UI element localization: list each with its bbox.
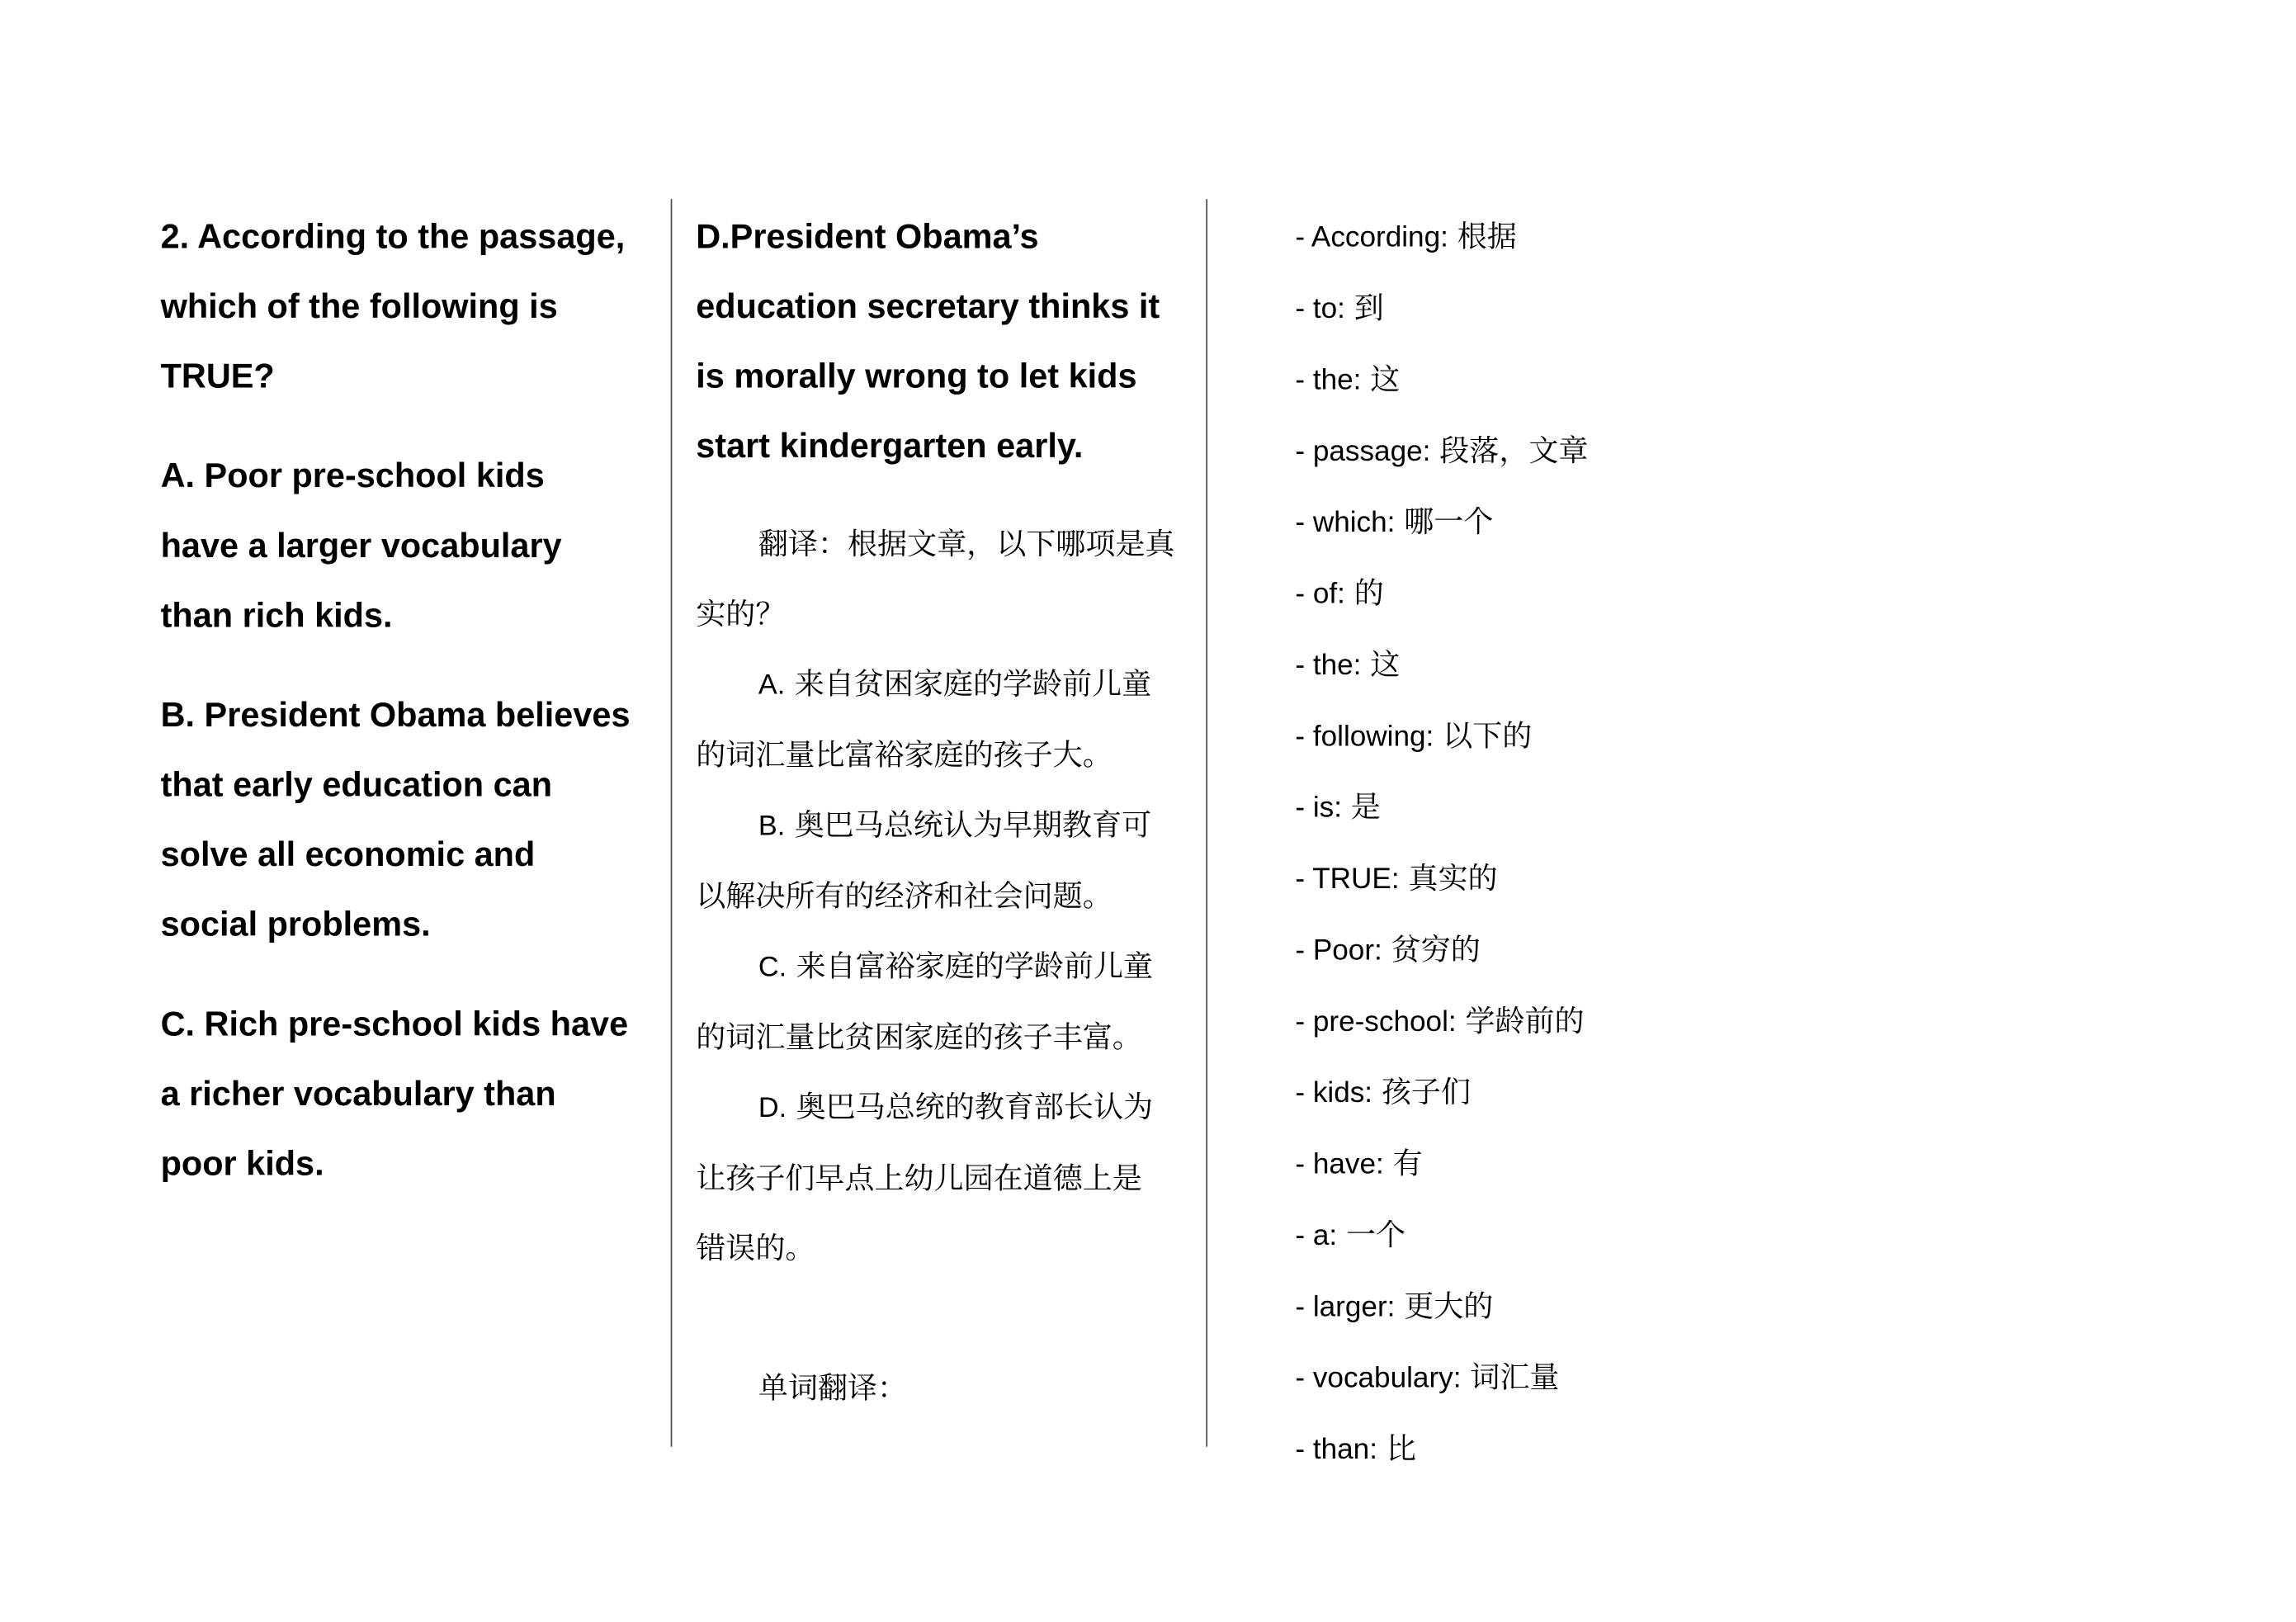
translation-option-c-cont: 的词汇量比贫困家庭的孩子丰富。 <box>696 1019 1142 1055</box>
translation-option-d <box>696 1072 1202 1143</box>
question-column <box>161 202 667 1199</box>
vocabulary-chinese: 段落，文章 <box>1439 432 1589 468</box>
option-b-line: that early education can <box>160 764 553 804</box>
vocabulary-chinese: 这 <box>1370 645 1401 682</box>
option-a-line: than rich kids. <box>160 595 393 635</box>
vocabulary-item <box>1295 416 1890 487</box>
vocabulary-english: - the: <box>1295 649 1362 682</box>
option-c-line: a richer vocabulary than <box>160 1074 556 1113</box>
option-b-line: social problems. <box>160 904 431 943</box>
option-c-line: poor kids. <box>160 1143 324 1183</box>
vocabulary-chinese: 贫穷的 <box>1391 931 1481 967</box>
vocabulary-english: - TRUE: <box>1295 863 1400 896</box>
translation-option-b-label: B. <box>758 811 786 843</box>
vocabulary-chinese: 到 <box>1354 289 1384 326</box>
vocabulary-item <box>1295 1343 1890 1414</box>
vocabulary-english: - vocabulary: <box>1295 1362 1462 1395</box>
option-a-line: have a larger vocabulary <box>160 526 562 565</box>
vocabulary-english: - is: <box>1295 792 1342 825</box>
translation-option-b-text: 奥巴马总统认为早期教育可 <box>794 806 1152 843</box>
option-d-line: D.President Obama’s <box>696 216 1039 256</box>
vocabulary-item <box>1295 1057 1890 1128</box>
vocabulary-english: - to: <box>1295 292 1345 326</box>
vocabulary-english: - following: <box>1295 720 1434 754</box>
word-translation-heading: 单词翻译： <box>758 1369 908 1406</box>
translation-option-d-text: 奥巴马总统的教育部长认为 <box>796 1089 1154 1125</box>
translation-option-d-cont: 让孩子们早点上幼儿园在道德上是 <box>696 1160 1142 1196</box>
vocabulary-item <box>1295 344 1890 415</box>
vocabulary-chinese: 真实的 <box>1408 859 1498 896</box>
translation-option-b <box>696 790 1202 861</box>
vocabulary-item <box>1295 1271 1890 1342</box>
option-c-line: C. Rich pre-school kids have <box>160 1004 629 1043</box>
vocabulary-english: - Poor: <box>1295 934 1382 967</box>
vocabulary-chinese: 更大的 <box>1404 1288 1494 1324</box>
option-a <box>161 441 667 650</box>
vocabulary-chinese: 这 <box>1370 361 1401 397</box>
vocabulary-english: - than: <box>1295 1433 1378 1467</box>
vocabulary-english: - of: <box>1295 578 1345 611</box>
translation-option-d-cont: 错误的。 <box>696 1229 815 1266</box>
vocabulary-english: - According: <box>1295 221 1448 254</box>
column-divider-right <box>1206 199 1207 1447</box>
option-b <box>161 680 667 959</box>
vocabulary-item <box>1295 773 1890 844</box>
option-b-line: B. President Obama believes <box>160 695 631 734</box>
vocabulary-chinese: 有 <box>1392 1145 1423 1181</box>
question-stem-line: which of the following is <box>160 286 558 326</box>
translation-option-a-text: 来自贫困家庭的学龄前儿童 <box>794 665 1152 702</box>
vocabulary-chinese: 词汇量 <box>1470 1359 1560 1395</box>
option-d-line: is morally wrong to let kids <box>696 356 1137 395</box>
translation-column <box>696 202 1202 1423</box>
translation-stem-line: 翻译：根据文章，以下哪项是真 <box>758 526 1175 562</box>
vocabulary-item <box>1295 844 1890 915</box>
column-divider-left <box>671 199 673 1447</box>
vocabulary-english: - a: <box>1295 1219 1338 1252</box>
vocabulary-english: - larger: <box>1295 1290 1396 1324</box>
question-stem-line: 2. According to the passage, <box>160 216 626 256</box>
vocabulary-chinese: 是 <box>1350 788 1381 825</box>
option-d-line: start kindergarten early. <box>696 426 1084 466</box>
vocabulary-english: - passage: <box>1295 435 1431 468</box>
vocabulary-english: - the: <box>1295 363 1362 397</box>
option-c <box>161 989 667 1199</box>
vocabulary-item <box>1295 915 1890 986</box>
vocabulary-chinese: 的 <box>1354 575 1384 611</box>
vocabulary-english: - kids: <box>1295 1076 1373 1110</box>
vocabulary-item <box>1295 1129 1890 1200</box>
vocabulary-english: - which: <box>1295 506 1396 540</box>
option-d <box>696 202 1202 481</box>
option-b-line: solve all economic and <box>160 835 536 874</box>
vocabulary-item <box>1295 202 1890 273</box>
vocabulary-item <box>1295 559 1890 630</box>
vocabulary-item <box>1295 273 1890 344</box>
translation-option-a-cont: 的词汇量比富裕家庭的孩子大。 <box>696 736 1113 773</box>
vocabulary-english: - have: <box>1295 1148 1384 1181</box>
vocabulary-chinese: 孩子们 <box>1381 1074 1472 1110</box>
vocabulary-chinese: 根据 <box>1457 218 1517 254</box>
vocabulary-item <box>1295 1414 1890 1485</box>
vocabulary-item <box>1295 701 1890 772</box>
question-stem-line: TRUE? <box>160 356 275 395</box>
vocabulary-chinese: 比 <box>1386 1430 1416 1467</box>
translation-option-d-label: D. <box>758 1093 787 1125</box>
translation-option-c-label: C. <box>758 952 787 984</box>
option-d-line: education secretary thinks it <box>696 286 1160 326</box>
translation-option-a-label: A. <box>758 669 786 702</box>
vocabulary-chinese: 以下的 <box>1443 717 1533 754</box>
vocabulary-item <box>1295 487 1890 558</box>
vocabulary-item <box>1295 1200 1890 1271</box>
translation-option-c <box>696 931 1202 1002</box>
vocabulary-chinese: 哪一个 <box>1404 504 1494 540</box>
translation-option-b-cont: 以解决所有的经济和社会问题。 <box>696 877 1113 914</box>
vocabulary-item <box>1295 986 1890 1057</box>
translation-stem-line: 实的？ <box>696 595 786 631</box>
question-stem <box>161 202 667 412</box>
vocabulary-list <box>1295 202 1890 1486</box>
option-a-line: A. Poor pre-school kids <box>160 456 545 495</box>
chinese-translation <box>696 509 1202 1284</box>
translation-option-c-text: 来自富裕家庭的学龄前儿童 <box>796 948 1154 984</box>
vocabulary-english: - pre-school: <box>1295 1005 1457 1038</box>
vocabulary-item <box>1295 630 1890 701</box>
translation-option-a <box>696 649 1202 720</box>
vocabulary-chinese: 学龄前的 <box>1465 1002 1585 1038</box>
vocabulary-chinese: 一个 <box>1345 1216 1406 1252</box>
